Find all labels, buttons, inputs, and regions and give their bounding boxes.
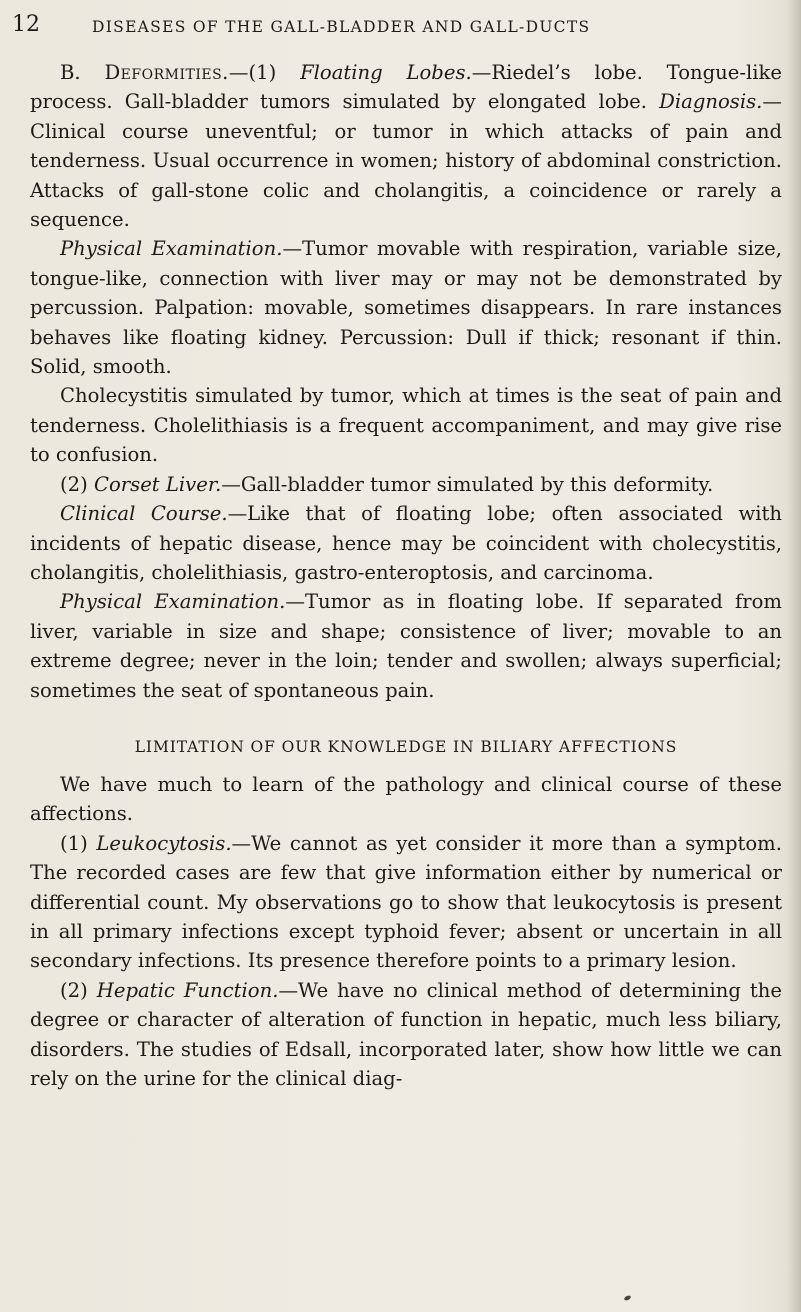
hepatic-function-text: —We have no clinical method of determining the degree or character of alteration of function in hepatic, much less biliary, disorders. The studies of Edsall, incorporated later, show how little we can rely on the urine for the clinical diag-: [30, 978, 783, 1090]
intro-text: We have much to learn of the pathology and clinical course of these affections.: [30, 772, 782, 826]
subhead-clinical-course: Clinical Course.: [60, 502, 228, 526]
paragraph-cholecystitis: [30, 381, 782, 469]
physical-examination-2-text: —Tumor as in floating lobe. If separated from liver, variable in size and shape; consistence of liver; movable to an extreme degree; never in the loin; tender and swollen; always superficial; sometimes the seat of spontaneous pain.: [30, 590, 782, 702]
running-head: [0, 12, 801, 42]
paragraph-clinical-course: [30, 499, 782, 587]
item-number: —(1): [228, 61, 277, 84]
subhead-physical-examination: Physical Examination.: [60, 237, 283, 261]
item-title: Leukocytosis.: [96, 831, 232, 855]
leukocytosis-text: —We cannot as yet consider it more than a symptom. The recorded cases are few that give information either by numerical or differential count. My observations go to show that leukocytosis is present in all primary infections except typhoid fever; absent or uncertain in all secondary infections. Its presence therefore points to a primary lesion.: [30, 831, 782, 973]
section-title: Deformities.: [104, 61, 229, 84]
page-edge-shadow: [787, 0, 801, 1312]
ink-speck: [623, 1295, 631, 1302]
cholecystitis-text: Cholecystitis simulated by tumor, which at times is the seat of pain and tenderness. Cholelithiasis is a frequent accompaniment, and may give rise to confusion.: [30, 384, 782, 467]
item-title: Hepatic Function.: [96, 978, 279, 1002]
item-text: —Riedel’s lobe. Tongue-like process. Gall-bladder tumors simulated by elongated lobe.: [30, 61, 782, 114]
item-number: (2): [60, 472, 88, 496]
clinical-course-text: —Like that of floating lobe; often associated with incidents of hepatic disease, hence may be coincident with cholecystitis, cholangitis, cholelithiasis, gastro-enteroptosis, and carcinoma.: [30, 502, 782, 584]
paragraph-deformities: [30, 58, 782, 234]
corset-liver-text: —Gall-bladder tumor simulated by this deformity.: [221, 472, 714, 496]
item-title: Floating Lobes.: [300, 61, 472, 84]
subhead-diagnosis: Diagnosis.: [659, 90, 763, 114]
paragraph-corset-liver: [30, 470, 782, 499]
item-number: (2): [60, 978, 88, 1002]
page-body: [30, 58, 782, 1093]
paragraph-hepatic-function: [30, 976, 782, 1094]
paragraph-intro: [30, 770, 782, 829]
page-number: 12: [12, 12, 40, 37]
section-heading: LIMITATION OF OUR KNOWLEDGE IN BILIARY AFFECTIONS: [134, 737, 678, 756]
subhead-physical-examination: Physical Examination.: [60, 590, 286, 614]
section-label: B.: [60, 61, 81, 84]
paragraph-physical-examination-2: [30, 587, 782, 705]
item-title: Corset Liver.: [94, 472, 222, 496]
paragraph-leukocytosis: [30, 829, 782, 976]
physical-examination-text: —Tumor movable with respiration, variable size, tongue-like, connection with liver may or may not be demonstrated by percussion. Palpation: movable, sometimes disappears. In rare instances behaves like floating kidney. Percussion: Dull if thick; resonant if thin. Solid, smooth.: [30, 237, 783, 379]
diagnosis-text: —Clinical course uneventful; or tumor in which attacks of pain and tenderness. Usual occurrence in women; history of abdominal constriction. Attacks of gall-stone colic and cholangitis, a coincidence or rarely a sequence.: [30, 90, 782, 232]
item-number: (1): [60, 831, 88, 855]
running-title: DISEASES OF THE GALL-BLADDER AND GALL-DUCTS: [92, 18, 591, 36]
paragraph-physical-examination: [30, 234, 782, 381]
